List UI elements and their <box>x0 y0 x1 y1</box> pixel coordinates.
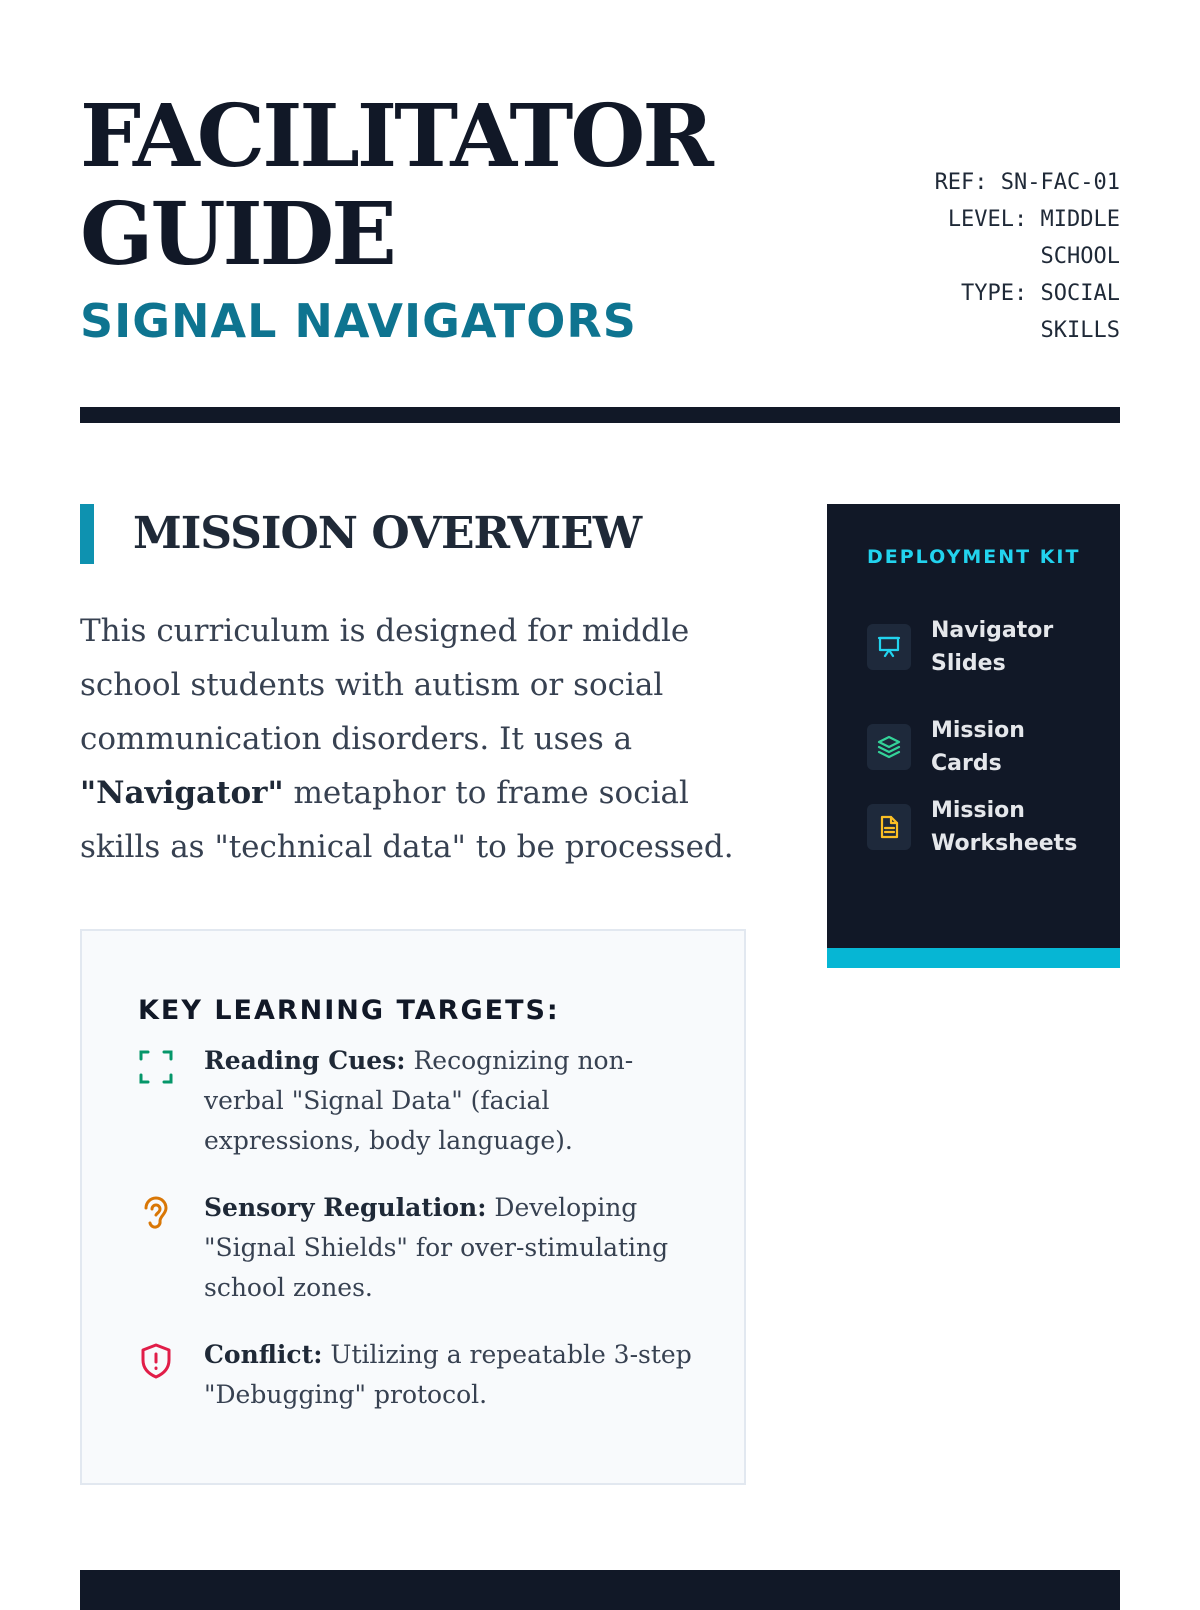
target-label: Sensory Regulation: <box>204 1193 487 1222</box>
header-divider <box>80 407 1120 423</box>
target-text <box>204 1335 698 1415</box>
page-subtitle: SIGNAL NAVIGATORS <box>80 294 637 348</box>
section-accent-bar <box>80 504 94 564</box>
meta-type: TYPE: SOCIAL SKILLS <box>961 281 1120 343</box>
kit-item-label: Mission Cards <box>931 718 1025 776</box>
target-description: Developing "Signal Shields" for over-stimulating school zones. <box>204 1193 669 1302</box>
kit-accent-bar <box>827 948 1120 968</box>
kit-item-navigator-slides[interactable] <box>867 614 1107 680</box>
facilitator-guide-page <box>80 0 1120 1600</box>
scan-icon <box>138 1047 174 1087</box>
intro-text-part2: metaphor to frame social skills as "technical data" to be processed. <box>80 775 734 865</box>
shield-alert-icon <box>138 1341 174 1381</box>
intro-text-part1: This curriculum is designed for middle school students with autism or social communication disorders. It uses a <box>80 613 690 757</box>
page-title: FACILITATOR GUIDE <box>80 86 711 285</box>
kit-item-mission-worksheets[interactable] <box>867 794 1107 860</box>
mission-overview-text <box>80 604 740 874</box>
kit-item-label: Mission Worksheets <box>931 798 1078 856</box>
target-item-sensory-regulation <box>138 1188 698 1308</box>
target-label: Reading Cues: <box>204 1046 406 1075</box>
document-meta <box>890 164 1120 349</box>
kit-item-label: Navigator Slides <box>931 618 1054 676</box>
target-item-conflict <box>138 1335 698 1415</box>
target-text <box>204 1041 698 1161</box>
deployment-kit-panel <box>827 504 1120 948</box>
meta-level: LEVEL: MIDDLE SCHOOL <box>947 207 1120 269</box>
kit-heading: DEPLOYMENT KIT <box>867 546 1081 568</box>
target-description: Recognizing non-verbal "Signal Data" (facial expressions, body language). <box>204 1046 634 1155</box>
target-text <box>204 1188 698 1308</box>
meta-ref: REF: SN-FAC-01 <box>934 170 1120 195</box>
intro-text-bold: "Navigator" <box>80 775 284 811</box>
ear-icon <box>138 1194 174 1234</box>
key-learning-targets-box <box>80 929 746 1485</box>
kit-item-mission-cards[interactable] <box>867 714 1107 780</box>
target-item-reading-cues <box>138 1041 698 1161</box>
target-description: Utilizing a repeatable 3-step "Debugging" protocol. <box>204 1340 692 1409</box>
target-label: Conflict: <box>204 1340 323 1369</box>
targets-heading: KEY LEARNING TARGETS: <box>138 995 560 1026</box>
section-title-mission-overview: MISSION OVERVIEW <box>133 508 642 559</box>
footer-bar <box>80 1570 1120 1610</box>
file-text-icon <box>867 804 911 850</box>
presentation-icon <box>867 624 911 670</box>
layers-icon <box>867 724 911 770</box>
